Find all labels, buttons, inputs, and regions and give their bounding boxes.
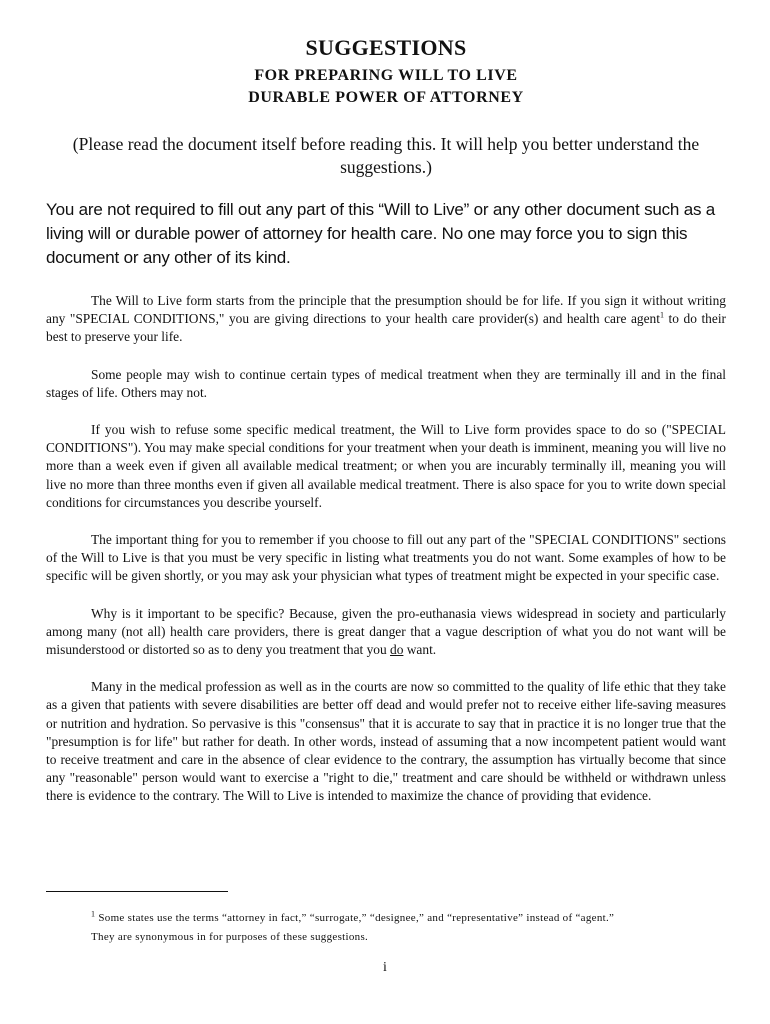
paragraph-text-tail: to do their best to preserve your life. <box>46 311 727 345</box>
footnote-text: Some states use the terms “attorney in fact,” “surrogate,” “designee,” and “representative” instead of “agent.” <box>95 912 615 924</box>
paragraph-text-tail: want. <box>403 642 437 658</box>
paragraph-special-conditions: If you wish to refuse some specific medical treatment, the Will to Live form provides space to do so ("SPECIAL CONDITIONS"). You may make special conditions for your treatment when your death is imminent, meaning you will live no more than a week even if given all available medical treatment; or when you are incurably terminally ill, meaning you will live no more than three months even if given all available medical treatment. There is also space for you to write down special conditions for circumstances you describe yourself. <box>46 422 726 510</box>
underlined-emphasis: do <box>390 642 404 658</box>
document-title: SUGGESTIONS <box>305 35 467 60</box>
paragraph-presumption-for-life <box>46 292 726 347</box>
footnote-marker: 1 <box>91 909 96 919</box>
paragraph-text: The Will to Live form starts from the principle that the presumption should be for life. If you sign it without writing any "SPECIAL CONDITIONS," you are giving directions to your health care provider(s) and health care agent <box>46 293 726 327</box>
paragraph-why-specific <box>46 605 726 660</box>
paragraph-quality-of-life-ethic: Many in the medical profession as well as in the courts are now so committed to the quality of life ethic that they take as a given that patients with severe disabilities are better off dead and would prefer not to receive either life-saving measures or nutrition and hydration. So pervasive is this "consensus" that it is accurate to say that in practice it is no longer true that the "presumption is for life" but rather for death. In other words, instead of assuming that a now incompetent patient would want to receive treatment and care in the absence of clear evidence to the contrary, the assumption has virtually become that since any "reasonable" person would want to exercise a "right to die," treatment and care should be withheld or withdrawn unless there is evidence to the contrary. The Will to Live is intended to maximize the chance of providing that evidence. <box>46 679 726 804</box>
footnote-line-2: They are synonymous in for purposes of these suggestions. <box>91 931 369 943</box>
page-number: i <box>383 960 387 975</box>
paragraph-text: Why is it important to be specific? Because, given the pro-euthanasia views widespread in society and particularly among many (not all) health care providers, there is great danger that a vague description of what you do not want will be misunderstood or distorted so as to deny you treatment that you <box>46 605 726 658</box>
footnote-divider <box>46 891 228 892</box>
document-subtitle-line-2: DURABLE POWER OF ATTORNEY <box>248 89 524 106</box>
document-page <box>46 34 726 806</box>
paragraph-continue-treatment: Some people may wish to continue certain types of medical treatment when they are terminally ill and in the final stages of life. Others may not. <box>46 366 726 400</box>
document-subtitle-line-1: FOR PREPARING WILL TO LIVE <box>254 67 518 84</box>
reading-note: (Please read the document itself before reading this. It will help you better understand the suggestions.) <box>72 134 700 177</box>
footnote-reference: 1 <box>659 310 664 320</box>
paragraph-be-specific: The important thing for you to remember if you choose to fill out any part of the "SPECIAL CONDITIONS" sections of the Will to Live is that you must be very specific in listing what treatments you do not want. Some examples of how to be specific will be given shortly, or you may ask your physician what types of treatment might be expected in your specific case. <box>46 532 726 584</box>
footnote-line-1 <box>91 909 711 928</box>
footnote <box>91 909 711 947</box>
intro-statement: You are not required to fill out any part of this “Will to Live” or any other document such as a living will or durable power of attorney for health care. No one may force you to sign this document or any other of its kind. <box>46 200 716 267</box>
